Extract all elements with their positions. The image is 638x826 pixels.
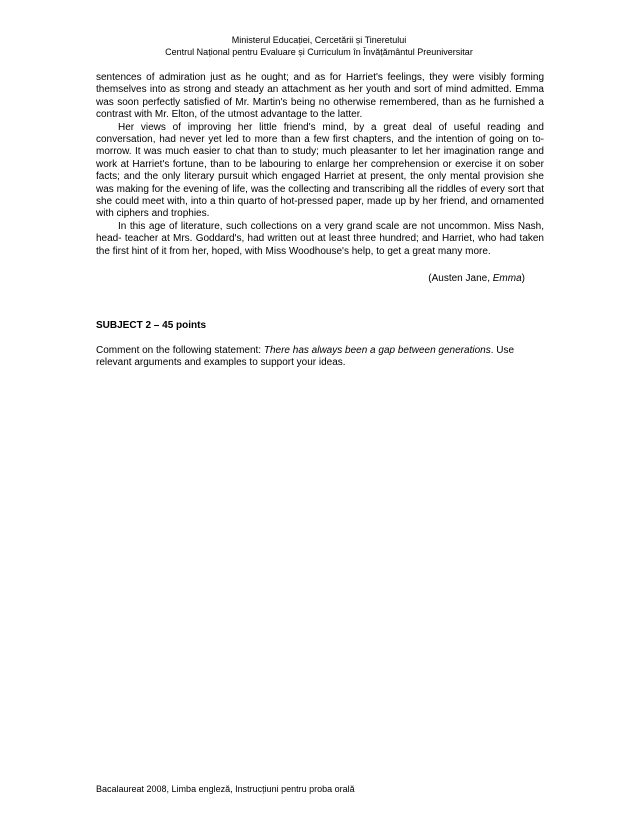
header-ministry: Ministerul Educației, Cercetării și Tineretului (231, 35, 407, 45)
task-prefix: Comment on the following statement: (96, 344, 264, 356)
excerpt-paragraph-3: In this age of literature, such collections on a very grand scale are not uncommon. Miss Nash, head- teacher at Mrs. Goddard's, had written out at least three hundred; and Harriet, who had taken the first hint of it from her, hoped, with Miss Woodhouse's help, to get a great many more. (96, 220, 544, 257)
task-suffix: . Use relevant arguments and examples to support your ideas. (96, 344, 515, 369)
subject-2-title: SUBJECT 2 – 45 points (96, 319, 207, 331)
source-suffix: ) (521, 273, 525, 285)
page-header (0, 34, 638, 58)
excerpt-source (96, 273, 544, 285)
main-content (96, 72, 544, 370)
page-footer: Bacalaureat 2008, Limba engleză, Instrucțiuni pentru proba orală (96, 784, 355, 794)
excerpt-paragraph-2: Her views of improving her little friend's mind, by a great deal of useful reading and conversation, had never yet led to more than a few first chapters, and the intention of going on to-morrow. It was much easier to chat than to study; much pleasanter to let her imagination range and work at Harriet's fortune, than to be labouring to enlarge her comprehension or exercise it on sober facts; and the only literary pursuit which engaged Harriet at present, the only mental provision she was making for the evening of life, was the collecting and transcribing all the riddles of every sort that she could meet with, into a thin quarto of hot-pressed paper, made up by her friend, and ornamented with ciphers and trophies. (96, 121, 544, 220)
task-statement: There has always been a gap between generations (263, 344, 491, 356)
subject-2-task (96, 345, 521, 370)
header-center: Centrul Național pentru Evaluare și Curriculum în Învățământul Preuniversitar (165, 47, 473, 57)
excerpt-paragraph-1: sentences of admiration just as he ought; and as for Harriet's feelings, they were visibly forming themselves into as strong and steady an attachment as her youth and sort of mind admitted. Emma was soon perfectly satisfied of Mr. Martin's being no otherwise remembered, than as he furnished a contrast with Mr. Elton, of the utmost advantage to the latter. (96, 72, 544, 121)
source-title: Emma (492, 273, 522, 285)
source-prefix: (Austen Jane, (428, 273, 493, 285)
